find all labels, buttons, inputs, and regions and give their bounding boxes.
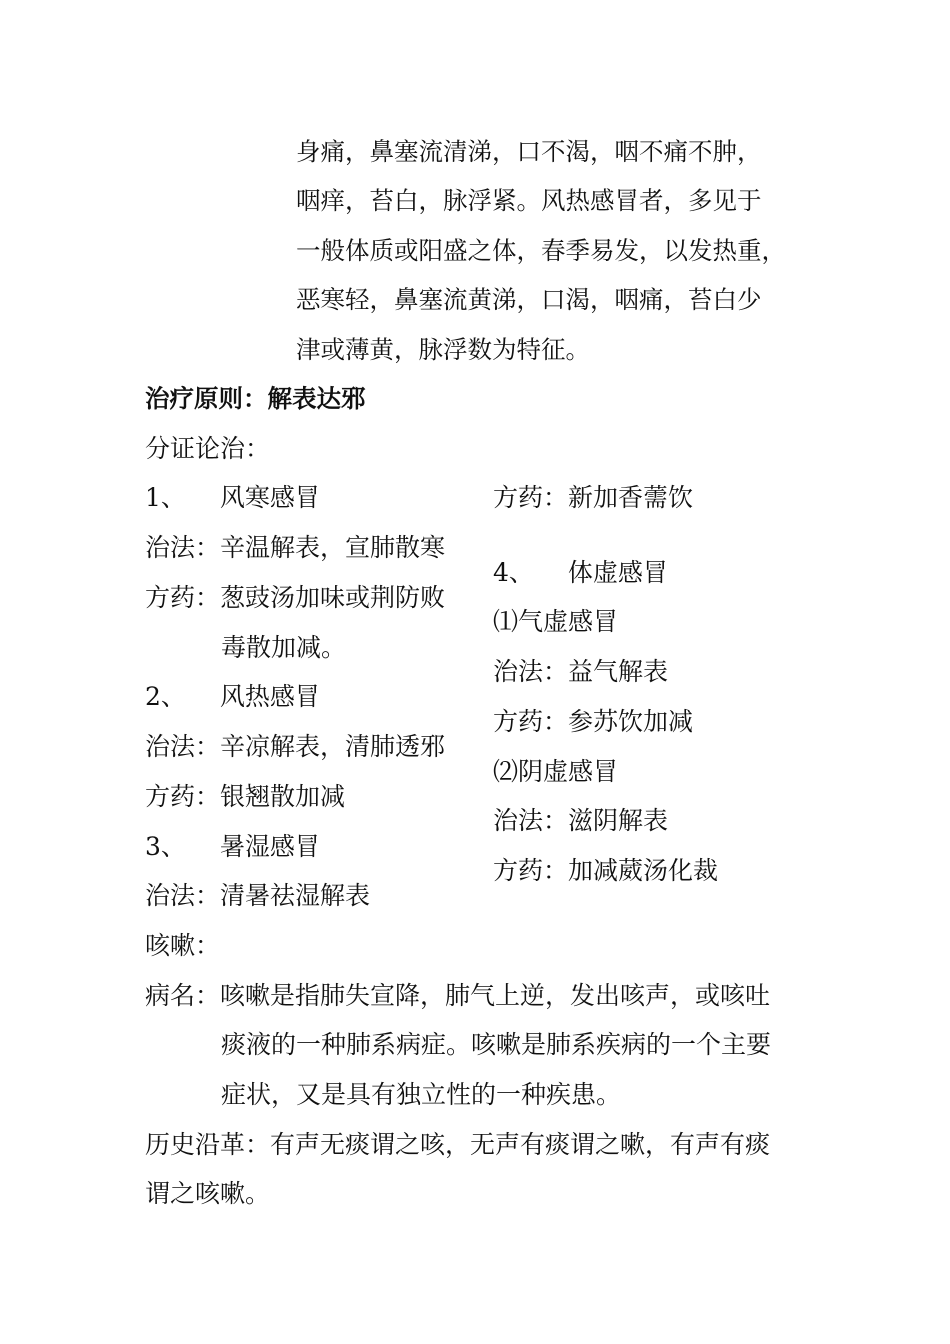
section-1-title: 风寒感冒 [219, 483, 320, 512]
intro-line-3: 一般体质或阳盛之体，春季易发，以发热重， [296, 236, 786, 265]
cough-name-line-1: 病名：咳嗽是指肺失宣降，肺气上逆，发出咳声，或咳吐 [145, 981, 771, 1010]
section-3-formula: 方药：新加香薷饮 [493, 483, 694, 512]
cough-name-line-3: 症状，又是具有独立性的一种疾患。 [221, 1080, 622, 1109]
section-2-title: 风热感冒 [219, 682, 320, 711]
section-2-heading [145, 682, 320, 712]
cough-name-line-2: 痰液的一种肺系病症。咳嗽是肺系疾病的一个主要 [221, 1030, 772, 1059]
cough-heading: 咳嗽： [145, 931, 221, 960]
section-4-title: 体虚感冒 [567, 558, 668, 587]
intro-line-4: 恶寒轻，鼻塞流黄涕，口渴，咽痛，苔白少 [296, 285, 762, 314]
section-4b-title: ⑵阴虚感冒 [493, 757, 619, 786]
section-4-heading [493, 558, 668, 588]
section-2-formula: 方药：银翘散加减 [145, 782, 346, 811]
section-4-number: 4、 [493, 558, 534, 587]
intro-line-5: 津或薄黄，脉浮数为特征。 [296, 335, 590, 364]
section-3-heading [145, 832, 320, 862]
section-3-number: 3、 [145, 832, 186, 861]
section-1-formula-line-1: 方药：葱豉汤加味或荆防败 [145, 583, 446, 612]
section-4a-title: ⑴气虚感冒 [493, 607, 619, 636]
cough-history-line-2: 谓之咳嗽。 [145, 1179, 271, 1208]
section-3-title: 暑湿感冒 [219, 832, 320, 861]
section-4b-formula: 方药：加减葳汤化裁 [493, 856, 719, 885]
section-2-method: 治法：辛凉解表，清肺透邪 [145, 732, 446, 761]
syndrome-heading: 分证论治： [145, 434, 271, 463]
section-4a-method: 治法：益气解表 [493, 657, 669, 686]
intro-line-2: 咽痒，苔白，脉浮紧。风热感冒者，多见于 [296, 186, 762, 215]
cough-history-line-1: 历史沿革：有声无痰谓之咳，无声有痰谓之嗽，有声有痰 [145, 1130, 771, 1159]
section-3-method: 治法：清暑祛湿解表 [145, 881, 371, 910]
intro-line-1: 身痛，鼻塞流清涕，口不渴，咽不痛不肿， [296, 137, 762, 166]
section-1-method: 治法：辛温解表，宣肺散寒 [145, 533, 446, 562]
treatment-principle: 治疗原则：解表达邪 [145, 384, 366, 413]
section-2-number: 2、 [145, 682, 186, 711]
section-1-formula-line-2: 毒散加减。 [221, 633, 347, 662]
section-4a-formula: 方药：参苏饮加减 [493, 707, 694, 736]
section-1-heading [145, 483, 320, 513]
section-4b-method: 治法：滋阴解表 [493, 806, 669, 835]
section-1-number: 1、 [145, 483, 186, 512]
